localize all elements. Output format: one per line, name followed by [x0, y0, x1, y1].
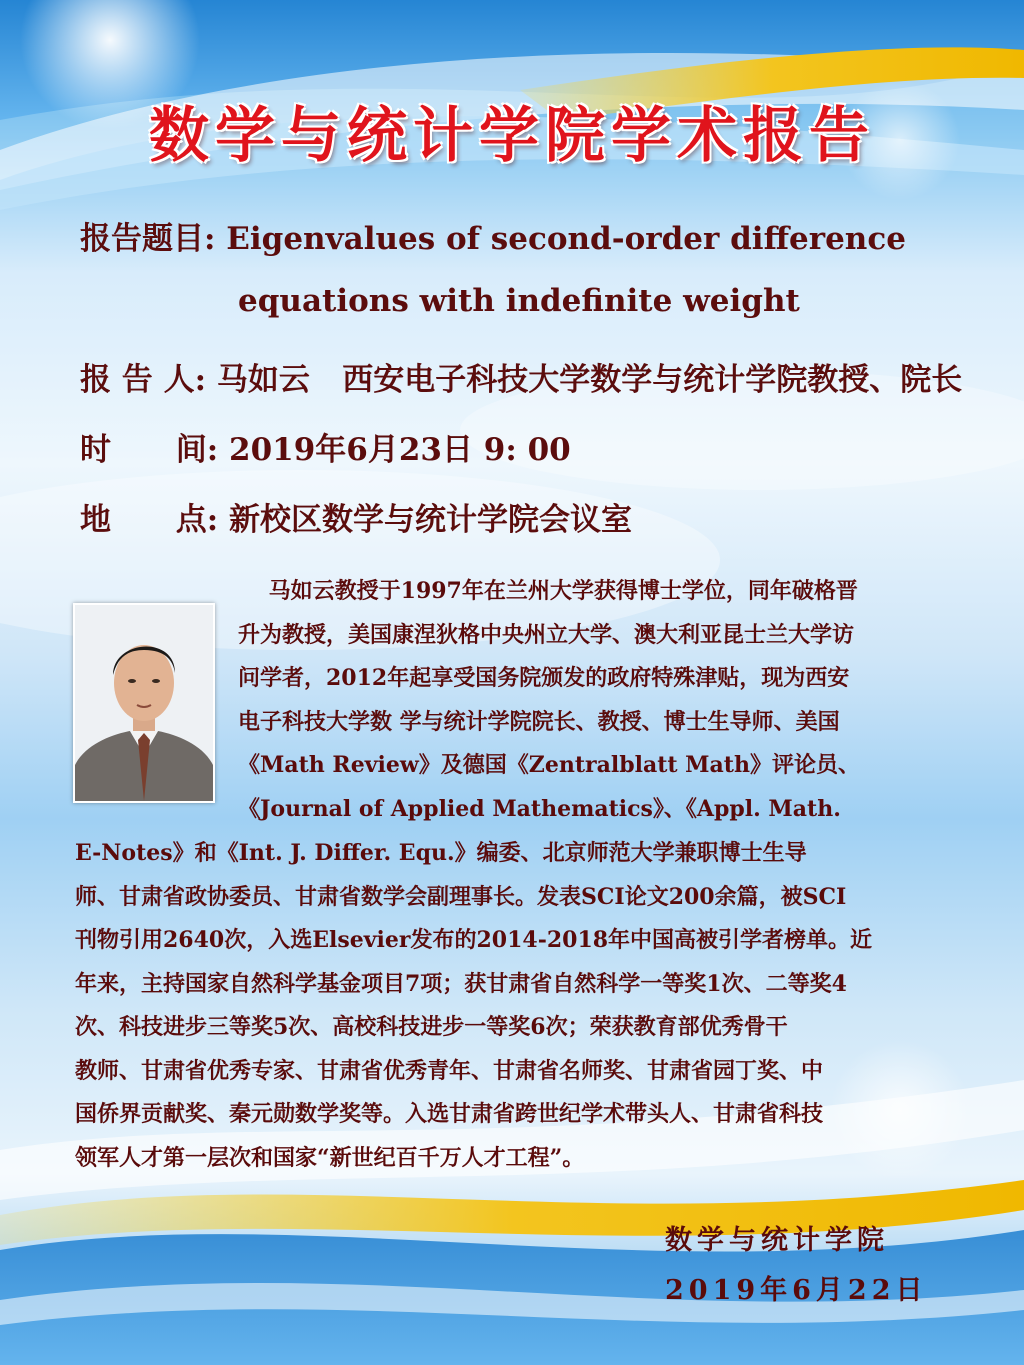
place-label: 地 点:: [80, 502, 219, 538]
time-value: 2019年6月23日 9: 00: [229, 432, 571, 468]
bio-line: 升为教授，美国康涅狄格中央州立大学、澳大利亚昆士兰大学访: [238, 621, 855, 648]
bio-lines-full-width: [75, 832, 958, 1180]
bio-line: E-Notes》和《Int. J. Differ. Equ.》编委、北京师范大学兼职博士生导: [75, 840, 807, 866]
footer-organization: 数学与统计学院: [665, 1225, 889, 1256]
speaker-label: 报 告 人:: [80, 362, 207, 398]
footer-date: 2019年6月22日: [665, 1275, 928, 1306]
bio-line: 问学者，2012年起享受国务院颁发的政府特殊津贴，现为西安: [238, 665, 850, 691]
bio-line: 刊物引用2640次，入选Elsevier发布的2014-2018年中国高被引学者榜单。近: [75, 927, 873, 953]
place-value: 新校区数学与统计学院会议室: [229, 502, 632, 538]
bio-line: 《Journal of Applied Mathematics》、《Appl. Math.: [238, 795, 841, 822]
bio-line: 《Math Review》及德国《Zentralblatt Math》评论员、: [238, 752, 860, 778]
bio-line: 马如云教授于1997年在兰州大学获得博士学位，同年破格晋: [238, 578, 858, 604]
time-label: 时 间:: [80, 432, 219, 468]
speaker-value: 马如云 西安电子科技大学数学与统计学院教授、院长: [216, 362, 963, 398]
bio-line: 领军人才第一层次和国家“新世纪百千万人才工程”。: [75, 1144, 585, 1171]
bio-line: 教师、甘肃省优秀专家、甘肃省优秀青年、甘肃省名师奖、甘肃省园丁奖、中: [75, 1057, 824, 1084]
topic-line-2: equations with indefinite weight: [238, 283, 800, 319]
topic-line-1: Eigenvalues of second-order difference: [226, 221, 906, 257]
speaker-row: [80, 354, 962, 399]
poster-title: 数学与统计学院学术报告: [149, 101, 875, 171]
bio-line: 师、甘肃省政协委员、甘肃省数学会副理事长。发表SCI论文200余篇，被SCI: [75, 883, 847, 910]
time-row: [80, 424, 571, 469]
topic-row: [80, 213, 906, 258]
bio-lines-beside-photo: [238, 570, 958, 831]
speaker-photo: [73, 603, 215, 803]
bio-line: 国侨界贡献奖、秦元勋数学奖等。入选甘肃省跨世纪学术带头人、甘肃省科技: [75, 1101, 824, 1127]
speaker-portrait-icon: [75, 605, 213, 801]
bio-line: 次、科技进步三等奖5次、高校科技进步一等奖6次；荣获教育部优秀骨干: [75, 1014, 788, 1040]
topic-label: 报告题目:: [80, 221, 216, 257]
bio-line: 年来，主持国家自然科学基金项目7项；获甘肃省自然科学一等奖1次、二等奖4: [75, 970, 847, 997]
place-row: [80, 494, 632, 539]
bio-line: 电子科技大学数 学与统计学院院长、教授、博士生导师、美国: [238, 708, 840, 735]
